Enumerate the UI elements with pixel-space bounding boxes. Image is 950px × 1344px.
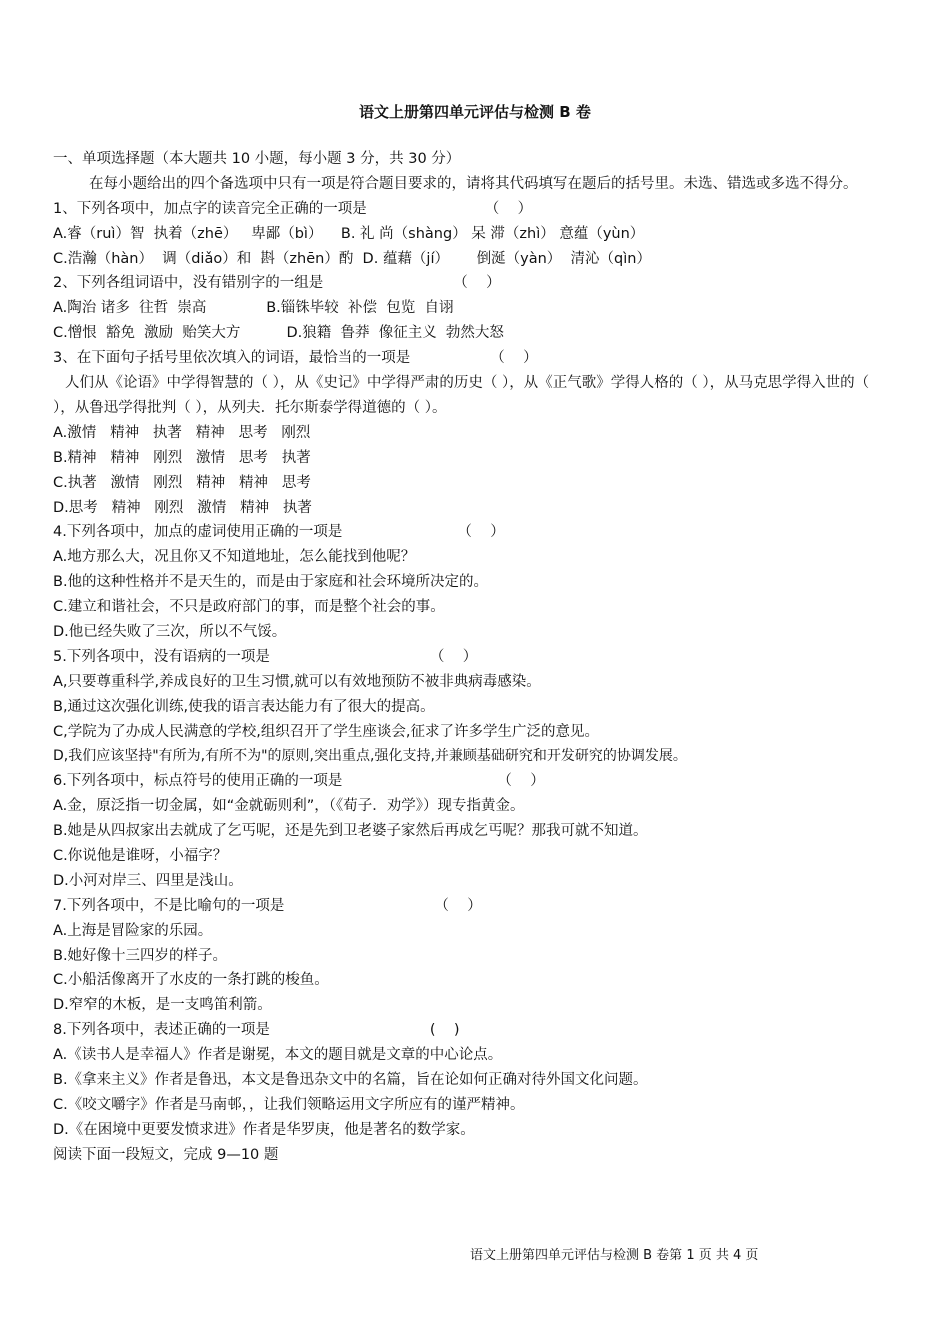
answer-bracket: （ ） xyxy=(490,350,538,367)
option-line: C.小船活像离开了水皮的一条打跳的梭鱼。 xyxy=(53,972,329,989)
option-line: A.睿（ruì）智 执着（zhē） 卑鄙（bì） B. 礼 尚（shàng） 呆 滞（zhì） 意蕴（yùn） xyxy=(53,225,645,242)
option-line: D.《在困境中更要发愤求进》作者是华罗庚，他是著名的数学家。 xyxy=(53,1121,475,1138)
answer-bracket: （ ） xyxy=(429,648,478,665)
option-line: C.《咬文嚼字》作者是马南邨，，让我们领略运用文字所应有的谨严精神。 xyxy=(53,1096,525,1113)
option-line: C,学院为了办成人民满意的学校,组织召开了学生座谈会,征求了许多学生广泛的意见。 xyxy=(53,723,599,740)
option-line: D.窄窄的木板，是一支鸣笛利箭。 xyxy=(53,997,272,1014)
question-stem xyxy=(53,645,895,670)
answer-bracket: （ ） xyxy=(484,200,533,217)
section-heading: 一、单项选择题（本大题共 10 小题，每小题 3 分，共 30 分） xyxy=(53,151,461,167)
option-line: B.他的这种性格并不是天生的，而是由于家庭和社会环境所决定的。 xyxy=(53,574,489,591)
option-line: A.激情 精神 执著 精神 思考 刚烈 xyxy=(53,424,311,441)
question-stem-text: 6.下列各项中，标点符号的使用正确的一项是 xyxy=(53,773,343,790)
option-line: D.小河对岸三、四里是浅山。 xyxy=(53,872,243,889)
option-line: A.《读书人是幸福人》作者是谢冕，本文的题目就是文章的中心论点。 xyxy=(53,1047,503,1064)
option-line: C.你说他是谁呀，小福字？ xyxy=(53,847,228,864)
option-line: D.思考 精神 刚烈 激情 精神 执著 xyxy=(53,499,312,516)
answer-bracket: （ ） xyxy=(453,275,501,292)
option-line: C.浩瀚（hàn） 调（diǎo）和 斟（zhēn）酌 D. 蕴藉（jí） 倒涎（yàn） 清沁（qìn） xyxy=(53,250,651,267)
question-stem xyxy=(53,197,895,222)
reading-intro: 阅读下面一段短文，完成 9—10 题 xyxy=(53,1146,279,1163)
question-stem-text: 7.下列各项中，不是比喻句的一项是 xyxy=(53,897,285,914)
question-stem xyxy=(53,894,895,919)
option-line: A,只要尊重科学,养成良好的卫生习惯,就可以有效地预防不被非典病毒感染。 xyxy=(53,673,541,690)
question-stem xyxy=(53,271,895,296)
option-line: B,通过这次强化训练,使我的语言表达能力有了很大的提高。 xyxy=(53,698,435,715)
question-stem-text: 2、下列各组词语中，没有错别字的一组是 xyxy=(53,275,324,292)
page-footer: 语文上册第四单元评估与检测 B 卷第 1 页 共 4 页 xyxy=(470,1248,759,1263)
question-stem-text: 1、下列各项中，加点字的读音完全正确的一项是 xyxy=(53,200,367,217)
question-stem xyxy=(53,769,895,794)
option-line: A.上海是冒险家的乐园。 xyxy=(53,922,213,939)
option-line: C.执著 激情 刚烈 精神 精神 思考 xyxy=(53,474,311,491)
question-stem xyxy=(53,520,895,545)
question-stem xyxy=(53,346,895,371)
answer-bracket: ( ) xyxy=(429,1022,460,1039)
question-stem-text: 8.下列各项中，表述正确的一项是 xyxy=(53,1022,270,1039)
question-stem-text: 4.下列各项中，加点的虚词使用正确的一项是 xyxy=(53,524,343,541)
answer-bracket: （ ） xyxy=(434,897,482,914)
document-body xyxy=(53,147,895,1168)
option-line: C.憎恨 豁免 激励 贻笑大方 D.狼籍 鲁莽 像征主义 勃然大怒 xyxy=(53,325,504,342)
option-line: C.建立和谐社会，不只是政府部门的事，而是整个社会的事。 xyxy=(53,599,445,616)
option-line: B.《拿来主义》作者是鲁迅，本文是鲁迅杂文中的名篇，旨在论如何正确对待外国文化问题。 xyxy=(53,1072,648,1088)
question-stem-text: 5.下列各项中，没有语病的一项是 xyxy=(53,648,270,665)
option-line: B.她是从四叔家出去就成了乞丐呢，还是先到卫老婆子家然后再成乞丐呢？那我可就不知道。 xyxy=(53,823,648,840)
page-title: 语文上册第四单元评估与检测 B 卷 xyxy=(359,103,591,121)
option-line: A.金，原泛指一切金属，如“金就砺则利”，（《荀子．劝学》）现专指黄金。 xyxy=(53,798,525,815)
answer-bracket: （ ） xyxy=(497,773,545,790)
question-stem-text: 3、在下面句子括号里依次填入的词语，最恰当的一项是 xyxy=(53,350,411,367)
option-line: A.地方那么大，况且你又不知道地址，怎么能找到他呢？ xyxy=(53,549,416,566)
question-passage: 人们从《论语》中学得智慧的（ ），从《史记》中学得严肃的历史（ ），从《正气歌》学得人格的（ ），从马克思学得入世的（ ），从鲁迅学得批判（ ），从列夫．托尔斯泰学得道德的（ ）。 xyxy=(53,375,870,416)
option-line: D,我们应该坚持"有所为,有所不为"的原则,突出重点,强化支持,并兼顾基础研究和开发研究的协调发展。 xyxy=(53,748,687,765)
option-line: B.她好像十三四岁的样子。 xyxy=(53,947,228,964)
option-line: A.陶治 诸多 往哲 崇高 B.锱铢毕较 补偿 包览 自诩 xyxy=(53,300,454,317)
question-stem xyxy=(53,1018,895,1043)
option-line: D.他已经失败了三次，所以不气馁。 xyxy=(53,623,287,640)
section-instruction: 在每小题给出的四个备选项中只有一项是符合题目要求的，请将其代码填写在题后的括号里。未选、错选或多选不得分。 xyxy=(89,175,858,192)
answer-bracket: （ ） xyxy=(457,524,505,541)
option-line: B.精神 精神 刚烈 激情 思考 执著 xyxy=(53,449,311,466)
